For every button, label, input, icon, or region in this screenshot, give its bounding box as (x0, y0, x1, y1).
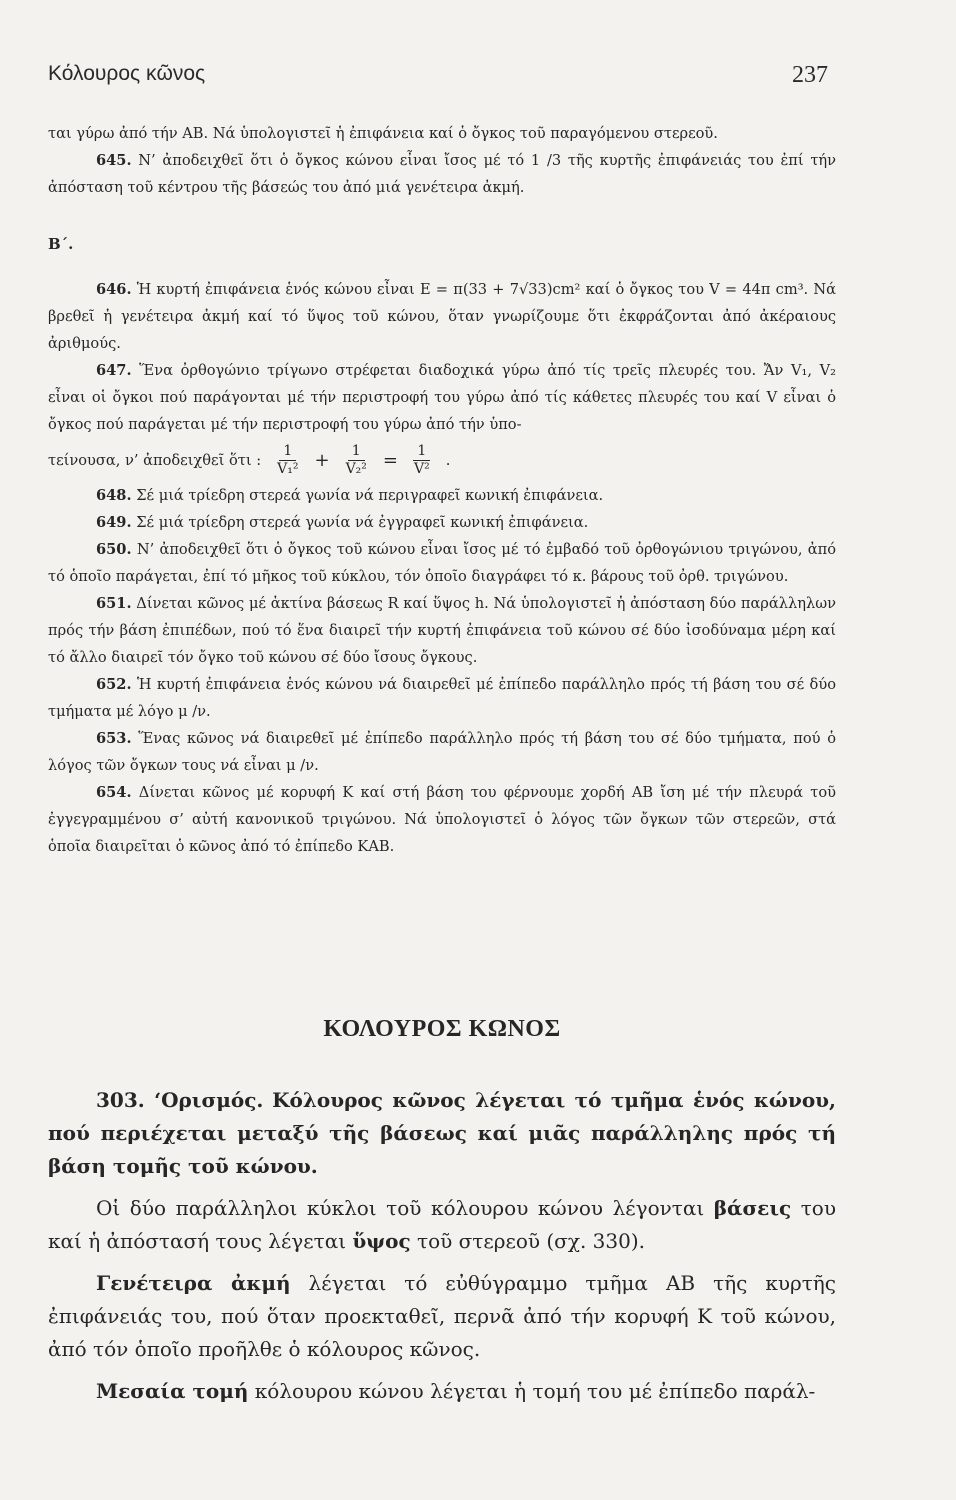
exercise-number: 654. (96, 784, 132, 801)
exercise-text: Ἕνα ὀρθογώνιο τρίγωνο στρέφεται διαδοχικά γύρω ἀπό τίς τρεῖς πλευρές του. Ἄν V₁, V₂ εἶναι οἱ ὄγκοι πού παράγονται μέ τήν περιστροφή του γύρω ἀπό τίς κάθετες πλευρές του καί V εἶναι ὁ ὄγκος πού παράγεται μέ τήν περιστροφή του γύρω ἀπό τήν ὑπο- (48, 362, 837, 433)
formula-period: . (445, 451, 451, 469)
exercise-text: Ν’ ἀποδειχθεῖ ὅτι ὁ ὄγκος κώνου εἶναι ἴσος μέ τό 1 /3 τῆς κυρτῆς ἐπιφάνειάς του ἐπί τήν ἀπόσταση τοῦ κέντρου τῆς βάσεώς του ἀπό μιά γενέτειρα ἀκμή. (48, 152, 837, 196)
exercise-text: Σέ μιά τρίεδρη στερεά γωνία νά ἐγγραφεῖ κωνική ἐπιφάνεια. (136, 514, 589, 531)
definition-text: Κόλουρος κῶνος λέγεται τό τμῆμα ἑνός κώνου, πού περιέχεται μεταξύ τῆς βάσεως καί μιᾶς παράλληλης πρός τή βάση τομῆς τοῦ κώνου. (48, 1088, 837, 1178)
denominator: V₁² (277, 460, 299, 477)
exercise-647 (48, 357, 836, 438)
section-marker: Β΄. (48, 235, 74, 253)
exercise-649 (48, 509, 836, 536)
exercise-645 (48, 147, 836, 201)
exercise-list (48, 120, 836, 860)
plus-sign: + (314, 449, 330, 471)
text-run: τοῦ στερεοῦ (σχ. 330). (410, 1229, 645, 1253)
exercise-654 (48, 779, 836, 860)
definition-303 (48, 1084, 836, 1183)
text-run: Οἱ δύο παράλληλοι κύκλοι τοῦ κόλουρου κώνου λέγονται (96, 1196, 714, 1220)
term-generatrix: Γενέτειρα ἀκμή (96, 1271, 291, 1295)
text-run: κόλουρου κώνου λέγεται ἡ τομή του μέ ἐπίπεδο παράλ- (248, 1379, 816, 1403)
chapter-heading: ΚΟΛΟΥΡΟΣ ΚΩΝΟΣ (323, 1016, 561, 1042)
exercise-number: 651. (96, 595, 132, 612)
formula-lead: τείνουσα, ν’ ἀποδειχθεῖ ὅτι : (48, 451, 262, 469)
chapter-body (48, 1084, 836, 1417)
fraction-2 (342, 443, 371, 478)
exercise-644-continuation: ται γύρω ἀπό τήν ΑΒ. Νά ὑπολογιστεῖ ἡ ἐπιφάνεια καί ὁ ὄγκος τοῦ παραγόμενου στερεοῦ. (48, 125, 718, 142)
fraction-1 (273, 443, 302, 478)
numerator: 1 (279, 443, 296, 461)
exercise-number: 650. (96, 541, 132, 558)
exercise-text: Δίνεται κῶνος μέ κορυφή Κ καί στή βάση του φέρνουμε χορδή ΑΒ ἴση μέ τήν πλευρά τοῦ ἐγγεγραμμένου σ’ αὐτή κανονικοῦ τριγώνου. Νά ὑπολογιστεῖ ὁ λόγος τῶν ὄγκων τῶν στερεῶν, στά ὁποῖα διαιρεῖται ὁ κῶνος ἀπό τό ἐπίπεδο ΚΑΒ. (48, 784, 836, 855)
fraction-3 (410, 443, 434, 478)
exercise-number: 652. (96, 676, 132, 693)
equals-sign: = (382, 449, 398, 471)
term-mid-section: Μεσαία τομή (96, 1379, 249, 1403)
denominator: V² (414, 460, 430, 477)
text-run: του καί ἡ ἀπόστασή τους λέγεται (48, 1196, 837, 1253)
page-number: 237 (792, 62, 828, 88)
running-title: Κόλουρος κῶνος (48, 62, 206, 85)
exercise-653 (48, 725, 836, 779)
paragraph-generatrix (48, 1267, 836, 1366)
exercise-text: Ἕνας κῶνος νά διαιρεθεῖ μέ ἐπίπεδο παράλληλο πρός τή βάση του σέ δύο τμήματα, πού ὁ λόγος τῶν ὄγκων τους νά εἶναι μ /ν. (48, 730, 837, 774)
term-bases: βάσεις (713, 1196, 792, 1220)
paragraph-mid-section (48, 1375, 836, 1408)
running-header (48, 62, 828, 96)
paragraph-bases (48, 1192, 836, 1258)
term-height: ὕψος (352, 1229, 411, 1253)
text-run: λέγεται τό εὐθύγραμμο τμῆμα ΑΒ τῆς κυρτῆς ἐπιφάνειάς του, πού ὅταν προεκταθεῖ, περνᾶ ἀπό τήν κορυφή Κ τοῦ κώνου, ἀπό τόν ὁποῖο προῆλθε ὁ κόλουρος κῶνος. (48, 1271, 836, 1361)
exercise-text: Δίνεται κῶνος μέ ἀκτίνα βάσεως R καί ὕψος h. Νά ὑπολογιστεῖ ἡ ἀπόσταση δύο παράλληλων πρός τήν βάση ἐπιπέδων, πού τό ἕνα διαιρεῖ τήν κυρτή ἐπιφάνεια τοῦ κώνου σέ δύο ἰσοδύναμα μέρη καί τό ἄλλο διαιρεῖ τόν ὄγκο τοῦ κώνου σέ δύο ἴσους ὄγκους. (48, 595, 836, 666)
exercise-650 (48, 536, 836, 590)
exercise-651 (48, 590, 836, 671)
exercise-text: Ἡ κυρτή ἐπιφάνεια ἑνός κώνου εἶναι Ε = π(33 + 7√33)cm² καί ὁ ὄγκος του V = 44π cm³. Νά βρεθεῖ ἡ γενέτειρα ἀκμή καί τό ὕψος τοῦ κώνου, ὅταν γνωρίζουμε ὅτι ἐκφράζονται ἀπό ἀκέραιους ἀριθμούς. (48, 281, 837, 352)
exercise-number: 648. (96, 487, 132, 504)
exercise-652 (48, 671, 836, 725)
definition-number: 303. ‘Ορισμός. (96, 1088, 264, 1112)
denominator: V₂² (345, 460, 367, 477)
exercise-646 (48, 276, 836, 357)
exercise-text: Ἡ κυρτή ἐπιφάνεια ἑνός κώνου νά διαιρεθεῖ μέ ἐπίπεδο παράλληλο πρός τή βάση του σέ δύο τμήματα μέ λόγο μ /ν. (48, 676, 836, 720)
exercise-number: 649. (96, 514, 132, 531)
exercise-text: Σέ μιά τρίεδρη στερεά γωνία νά περιγραφεῖ κωνική ἐπιφάνεια. (136, 487, 604, 504)
numerator: 1 (413, 443, 430, 461)
exercise-number: 646. (96, 281, 132, 298)
numerator: 1 (348, 443, 365, 461)
exercise-number: 653. (96, 730, 132, 747)
exercise-648 (48, 482, 836, 509)
formula-line (48, 438, 836, 482)
exercise-number: 645. (96, 152, 132, 169)
exercise-number: 647. (96, 362, 132, 379)
exercise-text: Ν’ ἀποδειχθεῖ ὅτι ὁ ὄγκος τοῦ κώνου εἶναι ἴσος μέ τό ἐμβαδό τοῦ ὀρθογώνιου τριγώνου, ἀπό τό ὁποῖο παράγεται, ἐπί τό μῆκος τοῦ κύκλου, τόν ὁποῖο διαγράφει τό κ. βάρους τοῦ ὀρθ. τριγώνου. (48, 541, 836, 585)
